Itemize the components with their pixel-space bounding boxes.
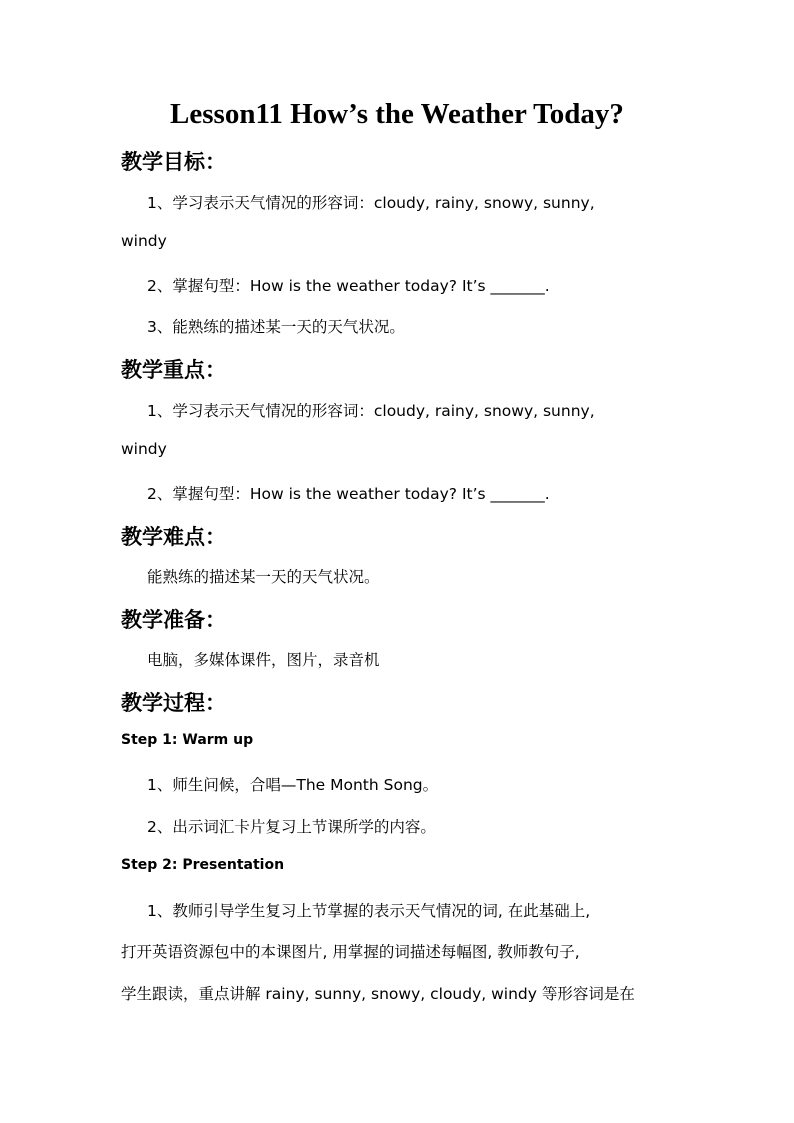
heading-difficulties: 教学难点：	[121, 525, 226, 549]
step-2-line-1: 1、教师引导学生复习上节掌握的表示天气情况的词, 在此基础上,	[147, 902, 591, 920]
heading-objectives: 教学目标：	[121, 150, 226, 174]
objectives-line-1: 1、学习表示天气情况的形容词：cloudy, rainy, snowy, sunny,	[147, 194, 595, 212]
step-1-label: Step 1: Warm up	[121, 732, 254, 748]
heading-preparation: 教学准备：	[121, 608, 226, 632]
step-2-line-2: 打开英语资源包中的本课图片, 用掌握的词描述每幅图, 教师教句子,	[121, 943, 580, 961]
key-points-line-3: 2、掌握句型：How is the weather today? It’s _______.	[147, 485, 550, 503]
step-2-line-3: 学生跟读，重点讲解 rainy, sunny, snowy, cloudy, windy 等形容词是在	[121, 985, 635, 1003]
difficulties-line-1: 能熟练的描述某一天的天气状况。	[147, 568, 380, 586]
step-2-label: Step 2: Presentation	[121, 857, 285, 873]
preparation-line-1: 电脑，多媒体课件，图片，录音机	[147, 651, 380, 669]
objectives-line-3: 2、掌握句型：How is the weather today? It’s _______.	[147, 277, 550, 295]
step-1-line-1: 1、师生问候，合唱—The Month Song。	[147, 776, 439, 794]
heading-key-points: 教学重点：	[121, 358, 226, 382]
heading-process: 教学过程：	[121, 691, 226, 715]
lesson-title: Lesson11 How’s the Weather Today?	[170, 98, 624, 130]
step-1-line-2: 2、出示词汇卡片复习上节课所学的内容。	[147, 818, 436, 836]
objectives-line-4: 3、能熟练的描述某一天的天气状况。	[147, 318, 405, 336]
objectives-line-2: windy	[121, 232, 167, 250]
key-points-line-2: windy	[121, 440, 167, 458]
key-points-line-1: 1、学习表示天气情况的形容词：cloudy, rainy, snowy, sunny,	[147, 402, 595, 420]
